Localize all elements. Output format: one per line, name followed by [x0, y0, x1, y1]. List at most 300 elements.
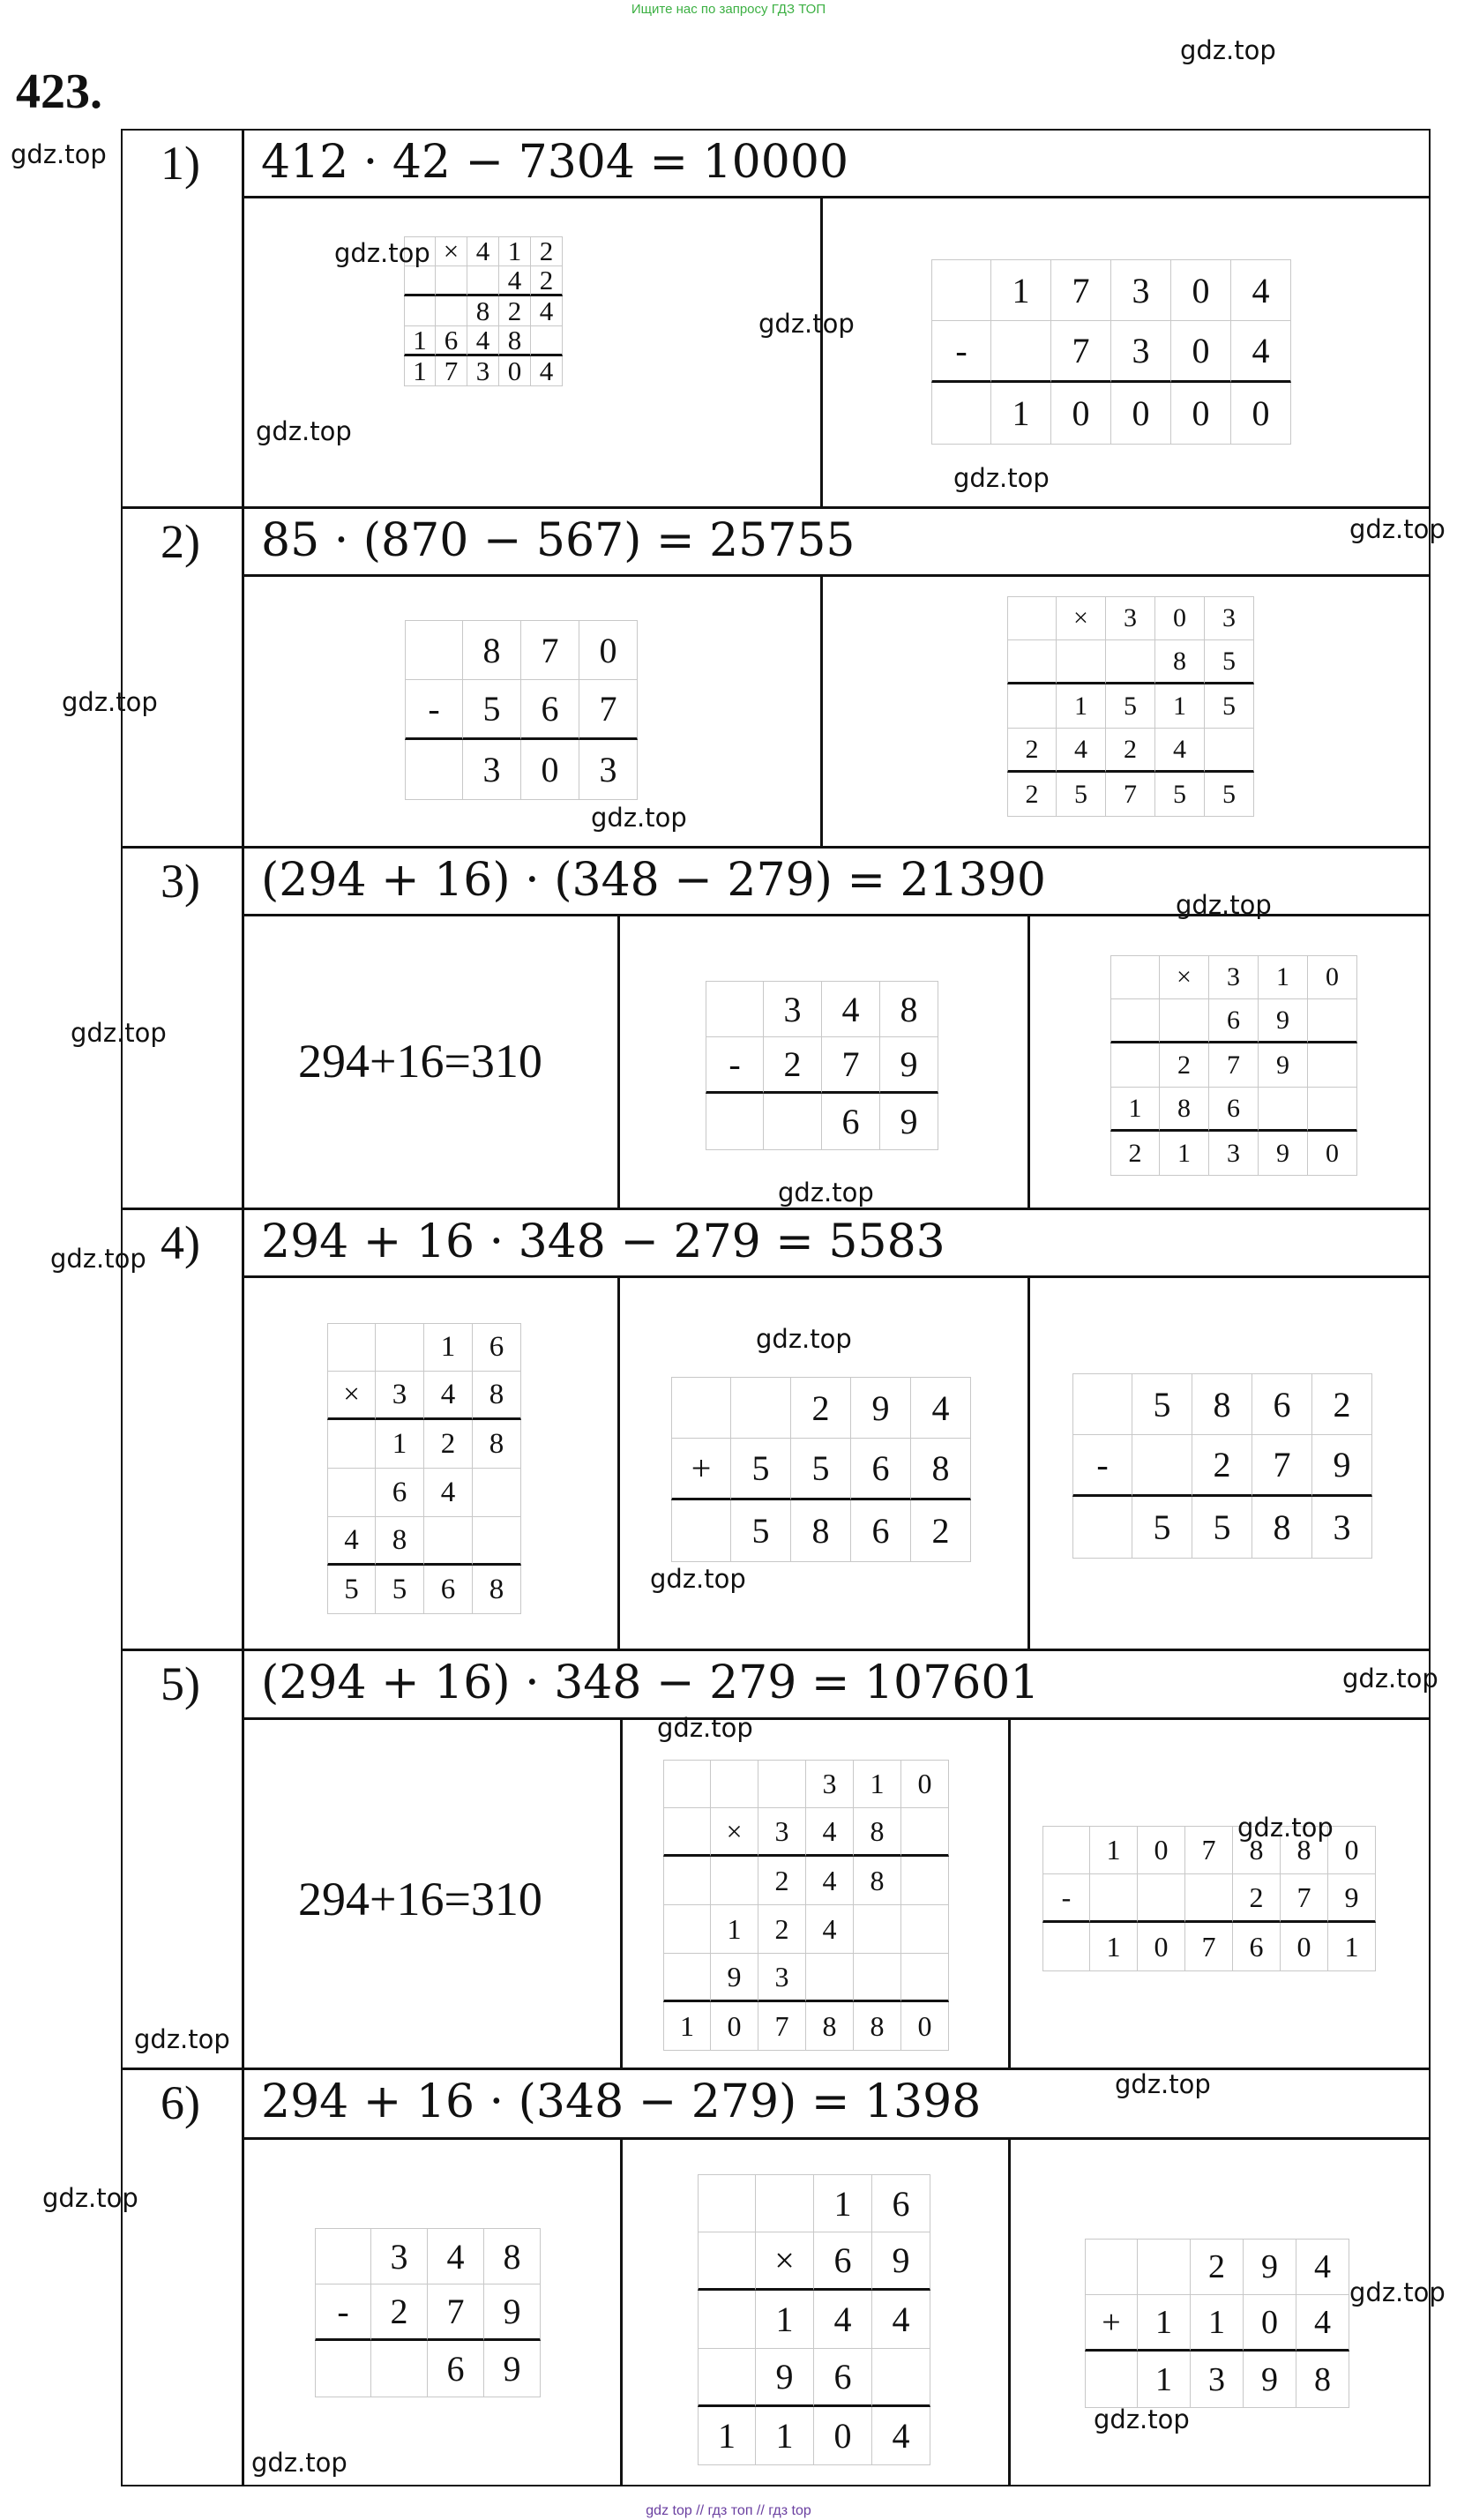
digit-cell: 4	[806, 1905, 854, 1954]
digit-cell: 8	[467, 296, 499, 326]
digit-cell: 1	[663, 2002, 711, 2051]
digit-cell: 1	[756, 2407, 814, 2465]
digit-cell: 1	[404, 326, 436, 356]
digit-cell: 2	[1192, 1435, 1252, 1497]
digit-cell: 7	[1185, 1826, 1233, 1874]
row-label: 2)	[161, 515, 200, 568]
cell-divider	[1008, 1717, 1011, 2068]
digit-cell: 9	[1259, 1132, 1308, 1176]
digit-cell: 0	[579, 620, 638, 680]
watermark-text: gdz.top	[42, 2183, 138, 2213]
column-calculation-grid	[1007, 596, 1254, 817]
digit-cell: 3	[806, 1760, 854, 1808]
row-expression: 85 · (870 − 567) = 25755	[261, 514, 856, 567]
digit-cell: 6	[814, 2232, 872, 2291]
digit-cell: 8	[880, 981, 938, 1037]
digit-cell: 2	[1007, 773, 1057, 817]
digit-cell: 5	[463, 680, 521, 740]
digit-cell: 8	[854, 2002, 901, 2051]
digit-cell: 4	[424, 1372, 473, 1420]
expression-divider	[242, 1275, 1431, 1278]
digit-cell: 9	[1259, 999, 1308, 1043]
column-calculation-grid	[1072, 1373, 1372, 1559]
digit-cell: 7	[1106, 773, 1155, 817]
digit-cell	[1138, 1874, 1185, 1923]
digit-cell: 8	[1192, 1373, 1252, 1435]
digit-cell	[327, 1469, 376, 1517]
digit-cell: 8	[854, 1808, 901, 1857]
digit-cell: 5	[731, 1439, 791, 1500]
digit-cell: 0	[814, 2407, 872, 2465]
digit-cell	[663, 1808, 711, 1857]
row-label: 4)	[161, 1216, 200, 1269]
digit-cell	[663, 1905, 711, 1954]
digit-cell	[473, 1469, 521, 1517]
digit-cell: 3	[371, 2228, 428, 2284]
digit-cell	[698, 2291, 756, 2349]
digit-cell: 0	[901, 1760, 949, 1808]
digit-cell: 4	[806, 1857, 854, 1905]
digit-cell: 9	[880, 1094, 938, 1150]
cell-divider	[617, 914, 620, 1208]
digit-cell: 2	[531, 236, 563, 266]
watermark-text: gdz.top	[778, 1178, 874, 1208]
digit-cell: 5	[327, 1566, 376, 1614]
row-divider	[121, 846, 1431, 849]
digit-cell: 2	[764, 1037, 822, 1094]
digit-cell	[405, 740, 463, 800]
digit-cell	[1090, 1874, 1138, 1923]
digit-cell	[671, 1500, 731, 1562]
digit-cell: 2	[758, 1905, 806, 1954]
digit-cell: 6	[376, 1469, 424, 1517]
digit-cell	[1085, 2352, 1138, 2408]
row-label: 6)	[161, 2076, 200, 2129]
digit-cell: 2	[1007, 729, 1057, 773]
digit-cell	[1072, 1373, 1132, 1435]
cell-divider	[1027, 914, 1030, 1208]
digit-cell: 0	[499, 356, 531, 386]
digit-cell	[663, 1857, 711, 1905]
digit-cell: ×	[711, 1808, 758, 1857]
digit-cell	[1160, 999, 1209, 1043]
digit-cell: 4	[499, 266, 531, 296]
column-calculation-grid	[931, 259, 1291, 445]
digit-cell: 2	[531, 266, 563, 296]
digit-cell: -	[931, 321, 991, 383]
digit-cell: 0	[1244, 2295, 1296, 2352]
watermark-text: gdz.top	[591, 803, 687, 833]
watermark-text: gdz.top	[11, 139, 107, 169]
digit-cell: 4	[911, 1377, 971, 1439]
digit-cell: 6	[424, 1566, 473, 1614]
digit-cell: 0	[521, 740, 579, 800]
watermark-text: gdz.top	[756, 1324, 852, 1354]
digit-cell: 0	[1155, 596, 1205, 640]
digit-cell: 0	[901, 2002, 949, 2051]
cell-divider	[1008, 2137, 1011, 2486]
digit-cell: 4	[428, 2228, 484, 2284]
digit-cell: 3	[758, 1808, 806, 1857]
digit-cell	[1110, 999, 1160, 1043]
cell-divider	[620, 2137, 623, 2486]
column-calculation-grid	[1042, 1826, 1376, 1971]
digit-cell	[1132, 1435, 1192, 1497]
digit-cell: -	[405, 680, 463, 740]
digit-cell: 0	[1171, 321, 1231, 383]
row-label: 3)	[161, 855, 200, 908]
digit-cell: 1	[424, 1323, 473, 1372]
digit-cell	[1259, 1088, 1308, 1132]
digit-cell: 0	[1231, 383, 1291, 445]
row-divider	[121, 2068, 1431, 2070]
digit-cell: 0	[1328, 1826, 1376, 1874]
digit-cell: 1	[854, 1760, 901, 1808]
row-label: 5)	[161, 1657, 200, 1710]
digit-cell: 0	[1308, 955, 1357, 999]
digit-cell: 1	[1191, 2295, 1244, 2352]
digit-cell: 8	[376, 1517, 424, 1566]
digit-cell: 9	[756, 2349, 814, 2407]
digit-cell: 9	[484, 2284, 541, 2341]
digit-cell: 0	[1138, 1923, 1185, 1971]
digit-cell: 6	[1209, 999, 1259, 1043]
digit-cell	[315, 2341, 371, 2397]
digit-cell: 5	[1192, 1497, 1252, 1559]
digit-cell: 8	[463, 620, 521, 680]
digit-cell: 2	[1312, 1373, 1372, 1435]
watermark-text: gdz.top	[758, 309, 855, 339]
digit-cell: 3	[1209, 1132, 1259, 1176]
digit-cell: 9	[484, 2341, 541, 2397]
watermark-text: gdz.top	[953, 463, 1050, 493]
digit-cell	[731, 1377, 791, 1439]
digit-cell: 1	[1090, 1826, 1138, 1874]
watermark-text: gdz.top	[1342, 1664, 1438, 1694]
digit-cell	[901, 1857, 949, 1905]
digit-cell: 4	[806, 1808, 854, 1857]
digit-cell	[1007, 596, 1057, 640]
digit-cell: 6	[851, 1439, 911, 1500]
digit-cell: 2	[758, 1857, 806, 1905]
digit-cell	[1308, 1043, 1357, 1088]
digit-cell: 7	[758, 2002, 806, 2051]
digit-cell: 4	[814, 2291, 872, 2349]
digit-cell	[1185, 1874, 1233, 1923]
digit-cell: 8	[854, 1857, 901, 1905]
row-divider	[121, 1649, 1431, 1651]
digit-cell	[1042, 1826, 1090, 1874]
watermark-text: gdz.top	[62, 687, 158, 717]
digit-cell: 9	[1244, 2239, 1296, 2295]
digit-cell	[663, 1760, 711, 1808]
digit-cell: ×	[1057, 596, 1106, 640]
digit-cell: 9	[1244, 2352, 1296, 2408]
digit-cell	[806, 1954, 854, 2002]
digit-cell: 8	[1296, 2352, 1349, 2408]
expression-divider	[242, 196, 1431, 198]
problem-number: 423.	[16, 64, 102, 119]
digit-cell: 1	[711, 1905, 758, 1954]
digit-cell	[1308, 999, 1357, 1043]
digit-cell	[758, 1760, 806, 1808]
digit-cell: 1	[1090, 1923, 1138, 1971]
digit-cell	[901, 1954, 949, 2002]
digit-cell: 1	[499, 236, 531, 266]
digit-cell	[404, 296, 436, 326]
digit-cell: 3	[764, 981, 822, 1037]
digit-cell: 7	[579, 680, 638, 740]
digit-cell: 9	[711, 1954, 758, 2002]
digit-cell: 3	[1111, 259, 1171, 321]
digit-cell	[854, 1905, 901, 1954]
digit-cell: 1	[1259, 955, 1308, 999]
watermark-text: gdz.top	[657, 1713, 753, 1743]
digit-cell: 2	[911, 1500, 971, 1562]
digit-cell: 0	[1171, 383, 1231, 445]
digit-cell: -	[706, 1037, 764, 1094]
digit-cell	[424, 1517, 473, 1566]
column-calculation-grid	[698, 2174, 930, 2465]
digit-cell: 5	[1057, 773, 1106, 817]
digit-cell: 9	[872, 2232, 930, 2291]
watermark-text: gdz.top	[1349, 2277, 1446, 2307]
digit-cell: 1	[376, 1420, 424, 1469]
column-calculation-grid	[327, 1323, 521, 1614]
digit-cell: 0	[1281, 1923, 1328, 1971]
row-divider	[121, 1208, 1431, 1210]
digit-cell: 1	[991, 259, 1051, 321]
digit-cell	[473, 1517, 521, 1566]
digit-cell	[1110, 955, 1160, 999]
digit-cell	[931, 259, 991, 321]
digit-cell: 3	[758, 1954, 806, 2002]
digit-cell: 4	[1296, 2239, 1349, 2295]
digit-cell	[436, 296, 467, 326]
digit-cell: 1	[1160, 1132, 1209, 1176]
digit-cell	[315, 2228, 371, 2284]
digit-cell: 2	[1191, 2239, 1244, 2295]
watermark-text: gdz.top	[251, 2448, 347, 2478]
digit-cell: 0	[1138, 1826, 1185, 1874]
watermark-text: gdz.top	[1094, 2404, 1190, 2434]
digit-cell: 4	[1296, 2295, 1349, 2352]
digit-cell: 0	[1171, 259, 1231, 321]
digit-cell: ×	[436, 236, 467, 266]
digit-cell: 2	[499, 296, 531, 326]
digit-cell: 6	[851, 1500, 911, 1562]
watermark-text: gdz.top	[1176, 890, 1272, 920]
digit-cell: 1	[404, 356, 436, 386]
digit-cell: 9	[1312, 1435, 1372, 1497]
digit-cell	[371, 2341, 428, 2397]
digit-cell: 5	[731, 1500, 791, 1562]
digit-cell	[1138, 2239, 1191, 2295]
digit-cell	[1072, 1497, 1132, 1559]
digit-cell	[404, 266, 436, 296]
digit-cell: 0	[1308, 1132, 1357, 1176]
digit-cell: 1	[1110, 1088, 1160, 1132]
digit-cell: 7	[1051, 259, 1111, 321]
digit-cell: 1	[756, 2291, 814, 2349]
digit-cell	[327, 1420, 376, 1469]
digit-cell: -	[1042, 1874, 1090, 1923]
digit-cell	[1007, 640, 1057, 684]
digit-cell: 4	[531, 296, 563, 326]
digit-cell: +	[671, 1439, 731, 1500]
digit-cell: 6	[822, 1094, 880, 1150]
digit-cell: 8	[1155, 640, 1205, 684]
digit-cell: 8	[911, 1439, 971, 1500]
digit-cell: 6	[1252, 1373, 1312, 1435]
digit-cell: 8	[473, 1566, 521, 1614]
digit-cell: 5	[791, 1439, 851, 1500]
digit-cell: 2	[424, 1420, 473, 1469]
digit-cell: 2	[1233, 1874, 1281, 1923]
digit-cell	[991, 321, 1051, 383]
digit-cell: 6	[428, 2341, 484, 2397]
digit-cell	[698, 2349, 756, 2407]
digit-cell: 5	[1155, 773, 1205, 817]
digit-cell: 9	[1259, 1043, 1308, 1088]
digit-cell: 3	[1205, 596, 1254, 640]
digit-cell: 6	[1209, 1088, 1259, 1132]
digit-cell	[376, 1323, 424, 1372]
digit-cell: 3	[1191, 2352, 1244, 2408]
digit-cell: -	[315, 2284, 371, 2341]
digit-cell: 4	[1231, 259, 1291, 321]
digit-cell: 3	[1111, 321, 1171, 383]
digit-cell	[663, 1954, 711, 2002]
digit-cell: 9	[1328, 1874, 1376, 1923]
watermark-text: gdz.top	[1115, 2069, 1211, 2099]
digit-cell	[1308, 1088, 1357, 1132]
digit-cell: 6	[436, 326, 467, 356]
digit-cell	[706, 1094, 764, 1150]
digit-cell: 1	[1057, 684, 1106, 729]
digit-cell: 8	[1252, 1497, 1312, 1559]
expression-divider	[242, 2137, 1431, 2140]
digit-cell: 4	[1057, 729, 1106, 773]
watermark-text: gdz.top	[71, 1018, 167, 1048]
digit-cell	[698, 2174, 756, 2232]
row-divider	[121, 506, 1431, 509]
expression-divider	[242, 574, 1431, 577]
cell-divider	[1027, 1275, 1030, 1649]
digit-cell: 6	[872, 2174, 930, 2232]
column-calculation-grid	[671, 1377, 971, 1562]
digit-cell: 7	[1185, 1923, 1233, 1971]
digit-cell: 3	[1209, 955, 1259, 999]
digit-cell: 6	[814, 2349, 872, 2407]
cell-divider	[620, 1717, 623, 2068]
digit-cell: ×	[327, 1372, 376, 1420]
watermark-text: gdz.top	[334, 238, 430, 268]
digit-cell: 5	[1205, 684, 1254, 729]
digit-cell: 3	[579, 740, 638, 800]
digit-cell	[671, 1377, 731, 1439]
digit-cell: 4	[467, 326, 499, 356]
digit-cell	[711, 1760, 758, 1808]
digit-cell: 5	[1132, 1497, 1192, 1559]
digit-cell: -	[1072, 1435, 1132, 1497]
digit-cell	[467, 266, 499, 296]
digit-cell	[1205, 729, 1254, 773]
digit-cell: 2	[1110, 1132, 1160, 1176]
watermark-text: gdz.top	[1349, 514, 1446, 544]
row-expression: 294 + 16 · (348 − 279) = 1398	[261, 2075, 982, 2128]
digit-cell	[764, 1094, 822, 1150]
promo-banner[interactable]: Ищите нас по запросу ГДЗ ТОП	[631, 2, 826, 17]
digit-cell	[756, 2174, 814, 2232]
digit-cell: 6	[521, 680, 579, 740]
row-expression: (294 + 16) · (348 − 279) = 21390	[261, 854, 1046, 907]
digit-cell: 3	[1312, 1497, 1372, 1559]
digit-cell	[1057, 640, 1106, 684]
digit-cell: 1	[1138, 2352, 1191, 2408]
digit-cell	[1042, 1923, 1090, 1971]
column-calculation-grid	[405, 620, 638, 800]
digit-cell: 9	[851, 1377, 911, 1439]
digit-cell: 4	[872, 2291, 930, 2349]
digit-cell: 3	[376, 1372, 424, 1420]
digit-cell: 5	[1205, 773, 1254, 817]
digit-cell: 4	[467, 236, 499, 266]
digit-cell: 7	[1051, 321, 1111, 383]
intermediate-result: 294+16=310	[298, 1035, 542, 1088]
digit-cell: 7	[1209, 1043, 1259, 1088]
digit-cell: 5	[376, 1566, 424, 1614]
digit-cell: 6	[473, 1323, 521, 1372]
column-calculation-grid	[706, 981, 938, 1150]
digit-cell: 1	[991, 383, 1051, 445]
cell-divider	[617, 1275, 620, 1649]
digit-cell	[1007, 684, 1057, 729]
digit-cell	[854, 1954, 901, 2002]
watermark-text: gdz.top	[256, 416, 352, 446]
digit-cell: 7	[521, 620, 579, 680]
footer-links[interactable]: gdz top // гдз топ // гдз top	[646, 2503, 811, 2518]
digit-cell: 0	[711, 2002, 758, 2051]
row-expression: 412 · 42 − 7304 = 10000	[261, 136, 849, 189]
digit-cell: 8	[1281, 1826, 1328, 1874]
digit-cell: 5	[1132, 1373, 1192, 1435]
digit-cell: 7	[428, 2284, 484, 2341]
watermark-text: gdz.top	[1180, 35, 1276, 65]
digit-cell: 4	[1155, 729, 1205, 773]
digit-cell	[711, 1857, 758, 1905]
digit-cell: 3	[463, 740, 521, 800]
digit-cell: 1	[1138, 2295, 1191, 2352]
digit-cell	[901, 1808, 949, 1857]
digit-cell: ×	[1160, 955, 1209, 999]
digit-cell: 4	[531, 356, 563, 386]
digit-cell: +	[1085, 2295, 1138, 2352]
digit-cell: 3	[1106, 596, 1155, 640]
digit-cell: 0	[1111, 383, 1171, 445]
digit-cell: 2	[1106, 729, 1155, 773]
label-column-divider	[242, 129, 244, 2486]
digit-cell: 1	[1328, 1923, 1376, 1971]
digit-cell: 8	[1233, 1826, 1281, 1874]
digit-cell	[1110, 1043, 1160, 1088]
digit-cell: 0	[1051, 383, 1111, 445]
digit-cell: 4	[424, 1469, 473, 1517]
digit-cell: 1	[1155, 684, 1205, 729]
watermark-text: gdz.top	[134, 2024, 230, 2054]
digit-cell: 5	[1106, 684, 1155, 729]
digit-cell: 3	[467, 356, 499, 386]
